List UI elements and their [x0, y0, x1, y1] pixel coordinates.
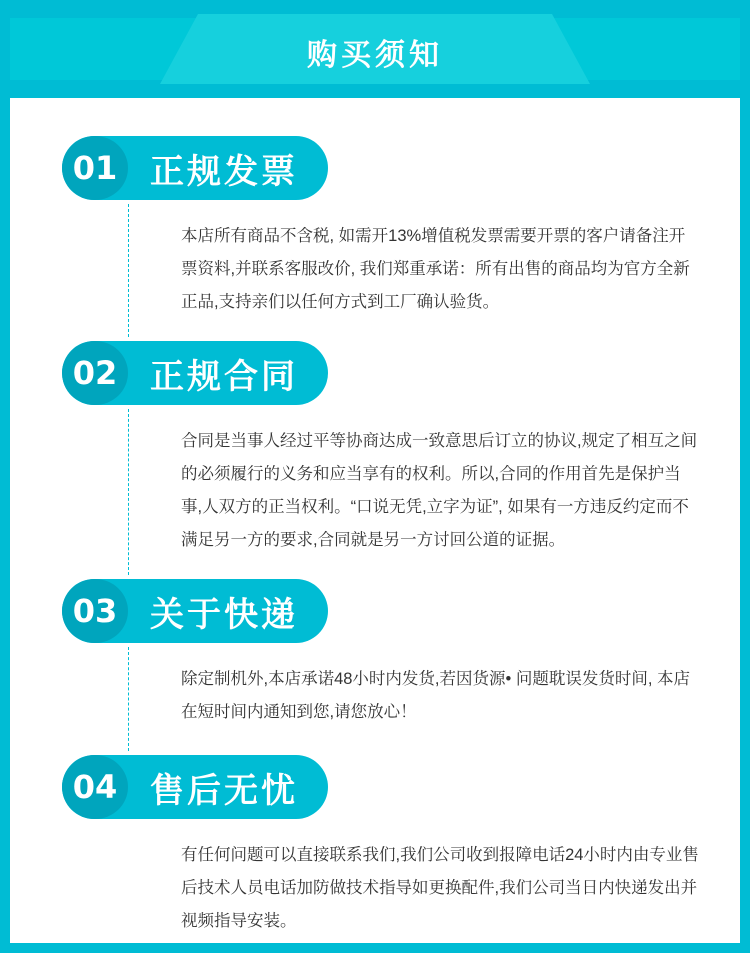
section-body-text: 有任何问题可以直接联系我们,我们公司收到报障电话24小时内由专业售后技术人员电话加防做技术指导如更换配件,我们公司当日内快递发出并视频指导安装。: [181, 846, 699, 930]
section-header-row: [62, 132, 740, 204]
page-header: [10, 0, 740, 98]
section-body: [128, 204, 740, 337]
section-number: 03: [62, 579, 128, 643]
notice-section: [10, 337, 740, 575]
section-pill: [62, 341, 328, 405]
section-title: 正规发票: [150, 152, 298, 191]
section-body-text: 本店所有商品不含税, 如需开13%增值税发票需要开票的客户请备注开票资料,并联系客服改价, 我们郑重承诺：所有出售的商品均为官方全新正品,支持亲们以任何方式到工厂确认验货。: [181, 227, 690, 311]
section-body: [128, 647, 740, 751]
section-body-text: 除定制机外,本店承诺48小时内发货,若因货源• 问题耽误发货时间, 本店在短时间内通知到您,请您放心！: [181, 670, 691, 721]
section-number: 04: [62, 755, 128, 819]
section-spacer: [62, 98, 740, 132]
section-header-row: [62, 575, 740, 647]
section-pill: [62, 579, 328, 643]
section-header-row: [62, 337, 740, 409]
section-title: 正规合同: [150, 357, 298, 396]
section-body: [128, 409, 740, 575]
section-body: [128, 823, 740, 948]
notice-section: [10, 575, 740, 751]
page-title: 购买须知: [307, 39, 443, 72]
section-title: 关于快递: [150, 595, 298, 634]
section-header-row: [62, 751, 740, 823]
section-number: 02: [62, 341, 128, 405]
section-pill: [62, 136, 328, 200]
section-number: 01: [62, 136, 128, 200]
section-pill: [62, 755, 328, 819]
notice-sections: [10, 98, 740, 948]
section-body-text: 合同是当事人经过平等协商达成一致意思后订立的协议,规定了相互之间的必须履行的义务和应当享有的权利。所以,合同的作用首先是保护当事,人双方的正当权利。“口说无凭,立字为证”, 如果有一方违反约定而不满足另一方的要求,合同就是另一方讨回公道的证据。: [181, 432, 698, 549]
notice-section: [10, 751, 740, 948]
notice-section: [10, 98, 740, 337]
section-title: 售后无忧: [150, 771, 298, 810]
